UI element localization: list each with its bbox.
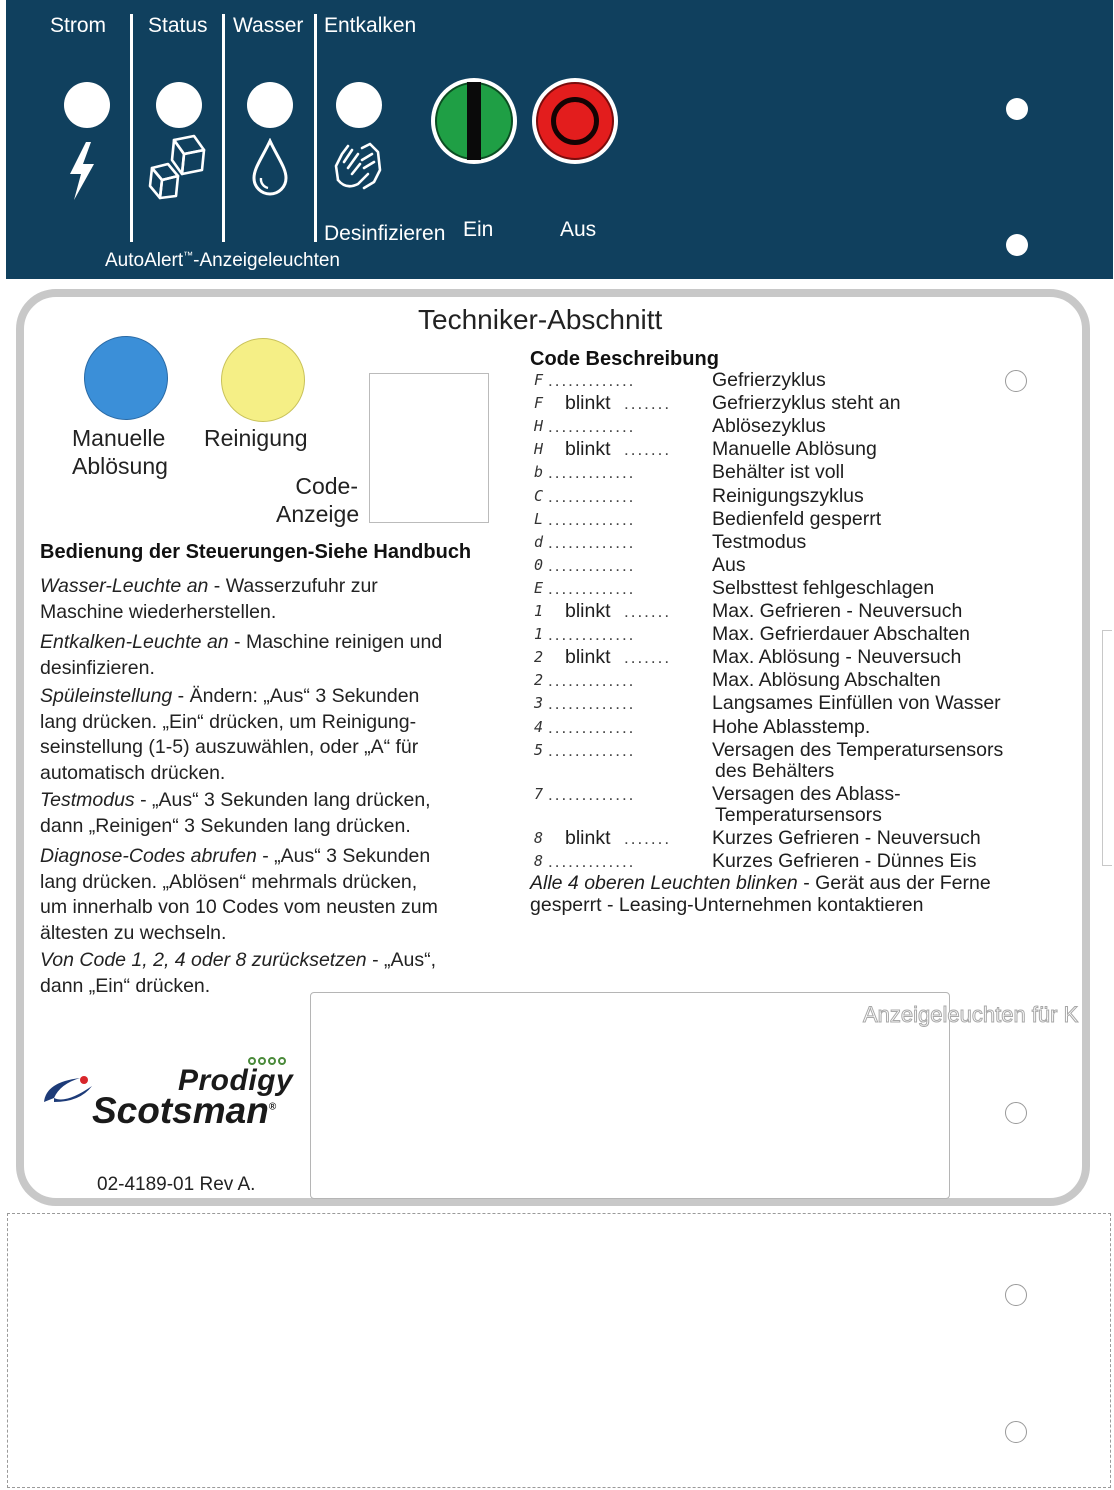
code-description: Max. Ablösung - Neuversuch: [712, 646, 962, 669]
scotsman-logo-text: Scotsman®: [92, 1090, 277, 1131]
code-description: Aus: [712, 553, 746, 576]
code-blink-label: blinkt: [565, 600, 611, 622]
code-table-row: 8 ............. Kurzes Gefrieren - Dünnes Eis: [534, 850, 977, 873]
code-display: [369, 373, 489, 523]
code-blink-label: blinkt: [565, 438, 611, 461]
code-table-row: E ............. Selbsttest fehlgeschlagen: [534, 576, 935, 599]
code-symbol: F: [534, 371, 544, 389]
code-table-row-continuation: [534, 804, 1074, 827]
water-label: Wasser: [233, 14, 304, 37]
code-table-row: 7 ............. Versagen des Ablass-: [534, 782, 901, 805]
descale-instruction: Entkalken-Leuchte an - Maschine reinigen und desinfizieren.: [40, 631, 443, 679]
indicator-light-window-caption: Anzeigeleuchten für K: [863, 1002, 1079, 1027]
code-blink-label: blinkt: [565, 646, 611, 669]
on-label: Ein: [463, 218, 494, 241]
code-description: Manuelle Ablösung: [712, 438, 877, 461]
tear-off-area: [7, 1213, 1111, 1488]
code-description: Versagen des Temperatursensors: [712, 738, 1004, 761]
diagnostic-instruction: Diagnose-Codes abrufen - „Aus“ 3 Sekunden lang drücken. „Ablösen“ mehrmals drücken, um innerhalb von 10 Codes vom neusten zum ältesten zu wechseln.: [40, 845, 438, 944]
code-description: des Behälters: [715, 759, 835, 782]
code-symbol: H: [534, 440, 544, 459]
water-indicator-light: [247, 82, 293, 128]
code-symbol: 5: [534, 740, 544, 759]
scotsman-swoosh-icon: [40, 1072, 98, 1110]
code-symbol: 4: [534, 717, 544, 736]
code-symbol: d: [534, 532, 544, 551]
sanitize-label: Desinfizieren: [324, 222, 446, 245]
code-table-row: H blinkt ....... Manuelle Ablösung: [534, 438, 877, 461]
code-description: Kurzes Gefrieren - Neuversuch: [712, 827, 981, 849]
prodigy-logo-text: Prodigy: [178, 1064, 294, 1097]
water-instruction: Wasser-Leuchte an - Wasserzufuhr zur Maschine wiederherstellen.: [40, 575, 378, 623]
code-symbol: 0: [534, 555, 544, 574]
code-display-label: Code- Anzeige: [276, 473, 360, 527]
test-mode-instruction: Testmodus - „Aus“ 3 Sekunden lang drücken, dann „Reinigen“ 3 Sekunden lang drücken.: [40, 789, 431, 837]
code-description: Reinigungszyklus: [712, 484, 864, 507]
code-table-row: d ............. Testmodus: [534, 530, 807, 553]
code-table-row: L ............. Bedienfeld gesperrt: [534, 507, 882, 530]
code-table-row: 0 ............. Aus: [534, 553, 746, 576]
code-table-footnote: Alle 4 oberen Leuchten blinken - Gerät aus der Ferne gesperrt - Leasing-Unternehmen kontaktieren: [530, 872, 991, 916]
code-description: Kurzes Gefrieren - Dünnes Eis: [712, 850, 977, 873]
code-description: Selbsttest fehlgeschlagen: [712, 576, 935, 599]
code-description: Hohe Ablasstemp.: [712, 715, 871, 738]
manual-harvest-button[interactable]: [84, 336, 168, 420]
descale-indicator-light: [336, 82, 382, 128]
technician-section-title: Techniker-Abschnitt: [418, 304, 663, 335]
on-button[interactable]: [431, 78, 517, 164]
punch-hole: [1005, 1102, 1027, 1124]
code-description: Max. Gefrierdauer Abschalten: [712, 623, 970, 646]
code-description: Ablösezyklus: [712, 415, 826, 438]
code-blink-label: blinkt: [565, 827, 611, 849]
code-blink-label: blinkt: [565, 392, 611, 415]
code-symbol: C: [534, 486, 544, 505]
code-table-row: 4 ............. Hohe Ablasstemp.: [534, 715, 871, 738]
code-symbol: E: [534, 578, 544, 597]
clean-button[interactable]: [221, 338, 305, 422]
code-table-row: 2 ............. Max. Ablösung Abschalten: [534, 669, 941, 692]
power-label: Strom: [50, 14, 107, 37]
code-symbol: 8: [534, 829, 544, 847]
document-number: 02-4189-01 Rev A.: [97, 1174, 256, 1195]
ice-cube-icon: [146, 134, 208, 200]
code-symbol: 2: [534, 648, 544, 667]
punch-hole: [1005, 370, 1027, 392]
code-table-row: C ............. Reinigungszyklus: [534, 484, 864, 507]
code-symbol: 7: [534, 784, 544, 803]
code-table-row: 1 ............. Max. Gefrierdauer Abschalten: [534, 623, 970, 646]
manual-harvest-label: Manuelle Ablösung: [72, 425, 168, 479]
lightning-icon: [64, 140, 100, 202]
code-symbol: 8: [534, 852, 544, 871]
code-description: Temperatursensors: [715, 803, 882, 826]
code-description: Bedienfeld gesperrt: [712, 507, 882, 530]
autoalert-caption: AutoAlert™-Anzeigeleuchten: [105, 250, 340, 271]
code-table-row: 5 ............. Versagen des Temperatursensors: [534, 738, 1004, 761]
code-symbol: b: [534, 463, 544, 482]
off-button[interactable]: [532, 78, 618, 164]
code-symbol: F: [534, 394, 544, 413]
code-description: Testmodus: [712, 530, 807, 553]
code-table-row: H ............. Ablösezyklus: [534, 415, 826, 438]
code-table-row-continuation: [534, 760, 1074, 783]
power-indicator-light: [64, 82, 110, 128]
rinse-instruction: Spüleinstellung - Ändern: „Aus“ 3 Sekunden lang drücken. „Ein“ drücken, um Reinigung- seinstellung (1-5) auszuwählen, oder „A“ für automatisch drücken.: [40, 685, 420, 784]
off-label: Aus: [560, 218, 597, 241]
water-drop-icon: [250, 138, 290, 198]
code-table-row: F blinkt ....... Gefrierzyklus steht an: [534, 392, 901, 415]
code-table-row: 3 ............. Langsames Einfüllen von Wasser: [534, 692, 1001, 715]
status-label: Status: [148, 14, 208, 37]
indicator-light-window: [310, 992, 950, 1199]
reset-instruction: Von Code 1, 2, 4 oder 8 zurücksetzen - „Aus“, dann „Ein“ drücken.: [40, 949, 436, 997]
code-description: Gefrierzyklus: [712, 369, 826, 391]
status-indicator-light: [156, 82, 202, 128]
hands-icon: [332, 140, 384, 192]
code-table-heading: Code Beschreibung: [530, 348, 719, 370]
descale-label: Entkalken: [324, 14, 417, 37]
divider: [130, 14, 133, 242]
code-symbol: 3: [534, 694, 544, 713]
code-table-row: 8 blinkt ....... Kurzes Gefrieren - Neuversuch: [534, 827, 981, 849]
operations-heading: Bedienung der Steuerungen-Siehe Handbuch: [40, 541, 472, 563]
code-table-row: F ............. Gefrierzyklus: [534, 369, 826, 391]
code-table-row: 2 blinkt ....... Max. Ablösung - Neuversuch: [534, 646, 962, 669]
code-table-row: b ............. Behälter ist voll: [534, 461, 845, 484]
code-description: Behälter ist voll: [712, 461, 845, 484]
divider: [222, 14, 225, 242]
code-description: Gefrierzyklus steht an: [712, 392, 901, 415]
mounting-hole: [1006, 234, 1028, 256]
code-symbol: H: [534, 417, 544, 436]
mounting-hole: [1006, 98, 1028, 120]
code-description: Versagen des Ablass-: [712, 782, 901, 805]
code-symbol: 1: [534, 625, 544, 644]
code-description: Max. Ablösung Abschalten: [712, 669, 941, 692]
side-tab: [1102, 630, 1112, 866]
code-description: Max. Gefrieren - Neuversuch: [712, 600, 963, 622]
code-table-row: 1 blinkt ....... Max. Gefrieren - Neuversuch: [534, 600, 963, 622]
code-symbol: L: [534, 509, 544, 528]
code-symbol: 2: [534, 671, 544, 690]
code-symbol: 1: [534, 602, 544, 620]
divider: [314, 14, 317, 242]
code-description: Langsames Einfüllen von Wasser: [712, 692, 1001, 715]
clean-label: Reinigung: [204, 425, 308, 451]
